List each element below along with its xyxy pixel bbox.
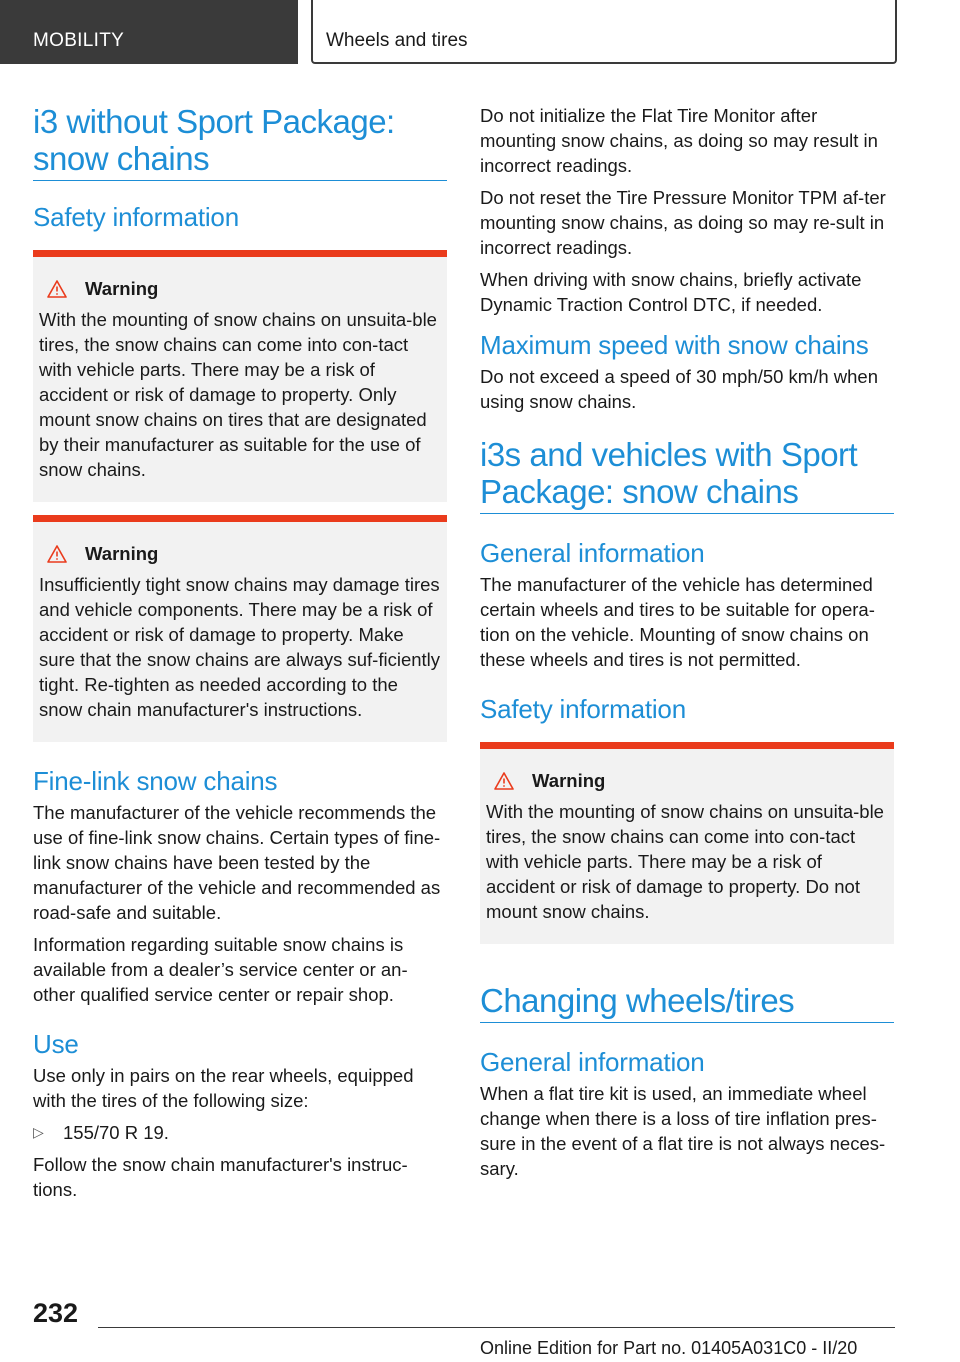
header-chapter-tab xyxy=(311,0,897,64)
warning-title xyxy=(486,769,888,793)
warning-title-text: Warning xyxy=(85,278,159,299)
paragraph: When driving with snow chains, briefly activate Dynamic Traction Control DTC, if needed. xyxy=(480,269,862,315)
paragraph: When a flat tire kit is used, an immediate wheel change when there is a loss of tire inflation pres-sure in the event of a flat tire is not always neces-sary. xyxy=(480,1083,886,1179)
paragraph: Use only in pairs on the rear wheels, equipped with the tires of the following size: xyxy=(33,1065,414,1111)
warning-body: With the mounting of snow chains on unsuita-ble tires, the snow chains can come into con-tact with vehicle parts. There may be a risk of accident or risk of damage to property. Only mount snow chains on tires that are designated by their manufacturer as suitable for the use of snow chains. xyxy=(39,309,437,480)
page-number: 232 xyxy=(33,1298,79,1328)
warning-title xyxy=(39,542,441,566)
paragraph: Do not reset the Tire Pressure Monitor TPM af-ter mounting snow chains, as doing so may re-sult in incorrect readings. xyxy=(480,187,886,258)
header-chapter-label: Wheels and tires xyxy=(326,30,468,51)
heading-i3s-sport-package: i3s and vehicles with Sport Package: snow chains xyxy=(480,436,894,514)
header-section-tab xyxy=(0,0,298,64)
heading-i3-without-sport: i3 without Sport Package: snow chains xyxy=(33,103,447,181)
paragraph: Follow the snow chain manufacturer's instruc-tions. xyxy=(33,1154,408,1200)
warning-triangle-icon xyxy=(494,771,514,791)
list-item xyxy=(33,1120,447,1145)
warning-triangle-icon xyxy=(47,544,67,564)
heading-use: Use xyxy=(33,1029,79,1059)
warning-title-text: Warning xyxy=(532,770,606,791)
heading-maximum-speed: Maximum speed with snow chains xyxy=(480,330,869,360)
paragraph: Information regarding suitable snow chains is available from a dealer’s service center or an-other qualified service center or repair shop. xyxy=(33,934,408,1005)
list-item-text: 155/70 R 19. xyxy=(63,1122,169,1143)
paragraph: Do not exceed a speed of 30 mph/50 km/h when using snow chains. xyxy=(480,366,879,412)
heading-safety-information: Safety information xyxy=(33,202,239,232)
warning-title-text: Warning xyxy=(85,543,159,564)
triangle-bullet-icon: ▷ xyxy=(33,1124,44,1140)
heading-general-information: General information xyxy=(480,538,705,568)
warning-box-2 xyxy=(33,515,447,742)
warning-body: With the mounting of snow chains on unsuita-ble tires, the snow chains can come into con-tact with vehicle parts. There may be a risk of accident or risk of damage to property. Do not mount snow chains. xyxy=(486,801,884,922)
paragraph: The manufacturer of the vehicle recommends the use of fine-link snow chains. Certain types of fine-link snow chains have been tested by the manufacturer of the vehicle and recommended as road-safe and suitable. xyxy=(33,802,441,923)
footer-edition: Online Edition for Part no. 01405A031C0 - II/20 xyxy=(480,1338,858,1358)
footer-divider xyxy=(98,1327,895,1328)
heading-safety-information: Safety information xyxy=(480,694,686,724)
warning-title xyxy=(39,277,441,301)
paragraph: The manufacturer of the vehicle has determined certain wheels and tires to be suitable for opera-tion on the vehicle. Mounting of snow chains on these wheels and tires is not permitted. xyxy=(480,574,875,670)
warning-triangle-icon xyxy=(47,279,67,299)
paragraph: Do not initialize the Flat Tire Monitor after mounting snow chains, as doing so may result in incorrect readings. xyxy=(480,105,878,176)
right-column xyxy=(480,103,894,1181)
header-section-label: MOBILITY xyxy=(33,30,125,51)
warning-box-3 xyxy=(480,742,894,944)
warning-body: Insufficiently tight snow chains may damage tires and vehicle components. There may be a risk of accident or risk of damage to property. Make sure that the snow chains are always suf-ficiently tight. Re-tighten as needed according to the snow chain manufacturer's instructions. xyxy=(39,574,441,720)
heading-general-information: General information xyxy=(480,1047,705,1077)
heading-fine-link-snow-chains: Fine-link snow chains xyxy=(33,766,278,796)
heading-changing-wheels-tires: Changing wheels/tires xyxy=(480,982,894,1023)
warning-box-1 xyxy=(33,250,447,502)
left-column xyxy=(33,103,447,1202)
